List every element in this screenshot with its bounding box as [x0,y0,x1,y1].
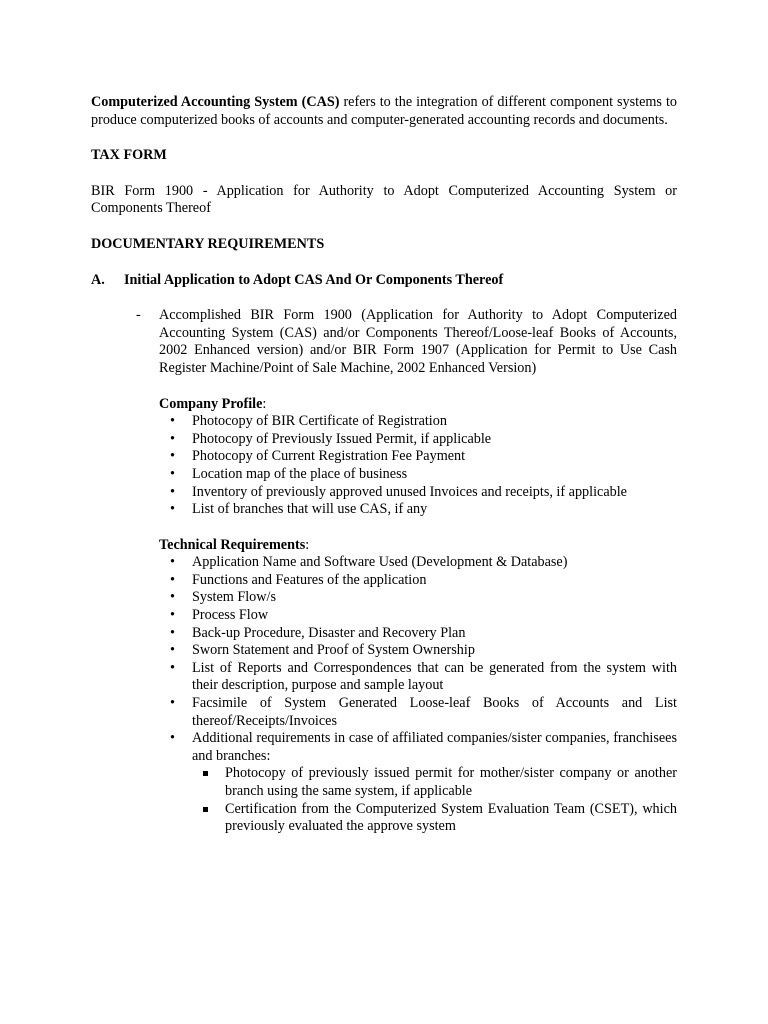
list-item-text: Functions and Features of the application [192,571,427,588]
bullet-marker: • [170,501,175,518]
list-item [159,642,677,660]
list-item-text: Application Name and Software Used (Development & Database) [192,554,568,571]
dash-marker: - [136,307,141,324]
intro-text: refers to the integration of different component systems to produce computerized books of accounts and computer-generated accounting records and documents. [91,94,677,128]
technical-requirements-title-line [159,537,677,555]
dash-item-text: Accomplished BIR Form 1900 (Application for Authority to Adopt Computerized Accounting System (CAS) and/or Components Thereof/Loose-leaf Books of Accounts, 2002 Enhanced version) and/or BIR Form 1907 (Application for Permit to Use Cash Register Machine/Point of Sale Machine, 2002 Enhanced Version) [159,307,677,376]
intro-term: Computerized Accounting System (CAS) [91,94,340,110]
bullet-marker: • [170,554,175,571]
bullet-marker: • [170,430,175,447]
section-a-letter: A. [91,271,105,288]
list-item [159,660,677,695]
bullet-marker: • [170,483,175,500]
sub-list-item [192,801,677,836]
list-item [159,607,677,625]
company-profile-title: Company Profile [159,395,263,412]
company-profile-colon: : [262,395,267,412]
bullet-marker: • [170,730,175,747]
bullet-marker: • [170,642,175,659]
list-item [159,730,677,836]
dash-list-item [91,307,677,377]
square-bullet-icon [203,771,208,776]
list-item [159,448,677,466]
list-item-text: Back-up Procedure, Disaster and Recovery Plan [192,624,466,641]
tax-form-heading: TAX FORM [91,147,167,164]
sub-list-item-text: Photocopy of previously issued permit for mother/sister company or another branch using the same system, if applicable [225,765,677,799]
intro-paragraph [91,94,677,129]
list-item-text: Photocopy of Previously Issued Permit, if applicable [192,430,492,447]
sub-list-item-text: Certification from the Computerized System Evaluation Team (CSET), which previously evaluated the approve system [225,800,677,835]
list-item-text: Sworn Statement and Proof of System Ownership [192,642,475,659]
documentary-requirements-heading: DOCUMENTARY REQUIREMENTS [91,235,325,252]
bullet-marker: • [170,659,175,676]
list-item-text: Process Flow [192,607,269,624]
section-a-heading [91,272,677,290]
company-profile-title-line [159,396,677,414]
bullet-marker: • [170,571,175,588]
bullet-marker: • [170,695,175,712]
list-item-text: List of Reports and Correspondences that can be generated from the system with their description, purpose and sample layout [192,659,677,694]
list-item [159,501,677,519]
section-a-title: Initial Application to Adopt CAS And Or Components Thereof [124,271,504,288]
document-content [91,94,677,854]
list-item [159,589,677,607]
list-item [159,695,677,730]
bullet-marker: • [170,589,175,606]
technical-requirements-colon: : [305,536,310,553]
list-item-text: Inventory of previously approved unused Invoices and receipts, if applicable [192,483,627,500]
list-item-text: Photocopy of Current Registration Fee Payment [192,448,466,465]
list-item-text: Additional requirements in case of affiliated companies/sister companies, franchisees and branches: [192,730,677,764]
tax-form-text: BIR Form 1900 - Application for Authority to Adopt Computerized Accounting System or Components Thereof [91,182,677,217]
bullet-marker: • [170,607,175,624]
list-item [159,554,677,572]
list-item [159,431,677,449]
list-item-text: Facsimile of System Generated Loose-leaf Books of Accounts and List thereof/Receipts/Invoices [192,695,677,729]
list-item-text: List of branches that will use CAS, if any [192,501,428,518]
company-profile-list [159,413,677,519]
technical-requirements-title: Technical Requirements [159,536,306,553]
bullet-marker: • [170,413,175,430]
technical-requirements-list [159,554,677,836]
bullet-marker: • [170,465,175,482]
list-item [159,413,677,431]
list-item-text: System Flow/s [192,589,276,606]
bullet-marker: • [170,448,175,465]
list-item-text: Location map of the place of business [192,465,408,482]
company-profile-section [91,396,677,836]
square-bullet-icon [203,807,208,812]
list-item [159,625,677,643]
sub-list-item [192,765,677,800]
bullet-marker: • [170,624,175,641]
list-item-text: Photocopy of BIR Certificate of Registration [192,413,447,430]
list-item [159,466,677,484]
list-item [159,484,677,502]
list-item [159,572,677,590]
additional-requirements-sublist [192,765,677,835]
